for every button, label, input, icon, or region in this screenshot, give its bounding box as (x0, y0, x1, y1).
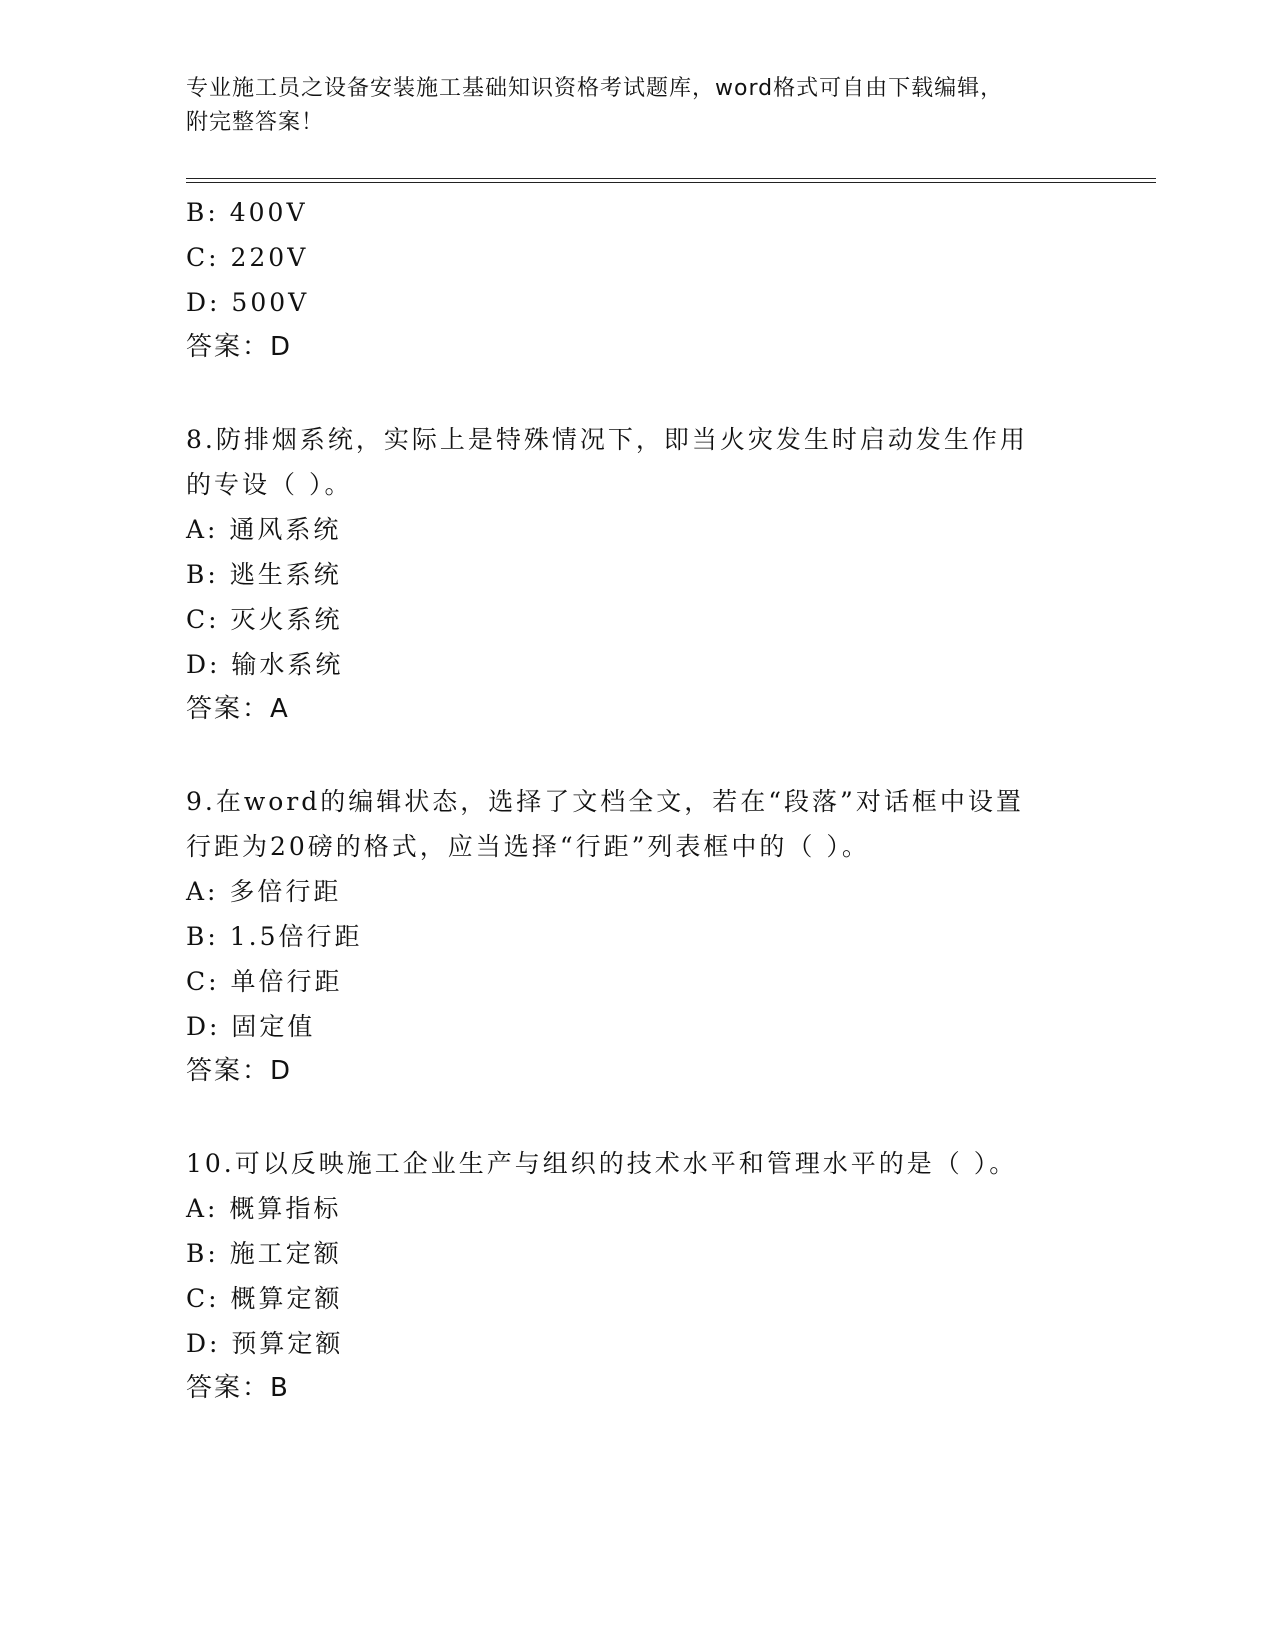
option-d: D: 预算定额 (186, 1329, 344, 1358)
question-text-line-1: 8.防排烟系统，实际上是特殊情况下，即当火灾发生时启动发生作用 (186, 425, 1028, 454)
document-header (186, 72, 1066, 140)
option-d: D: 输水系统 (186, 650, 344, 679)
answer-line: 答案：D (186, 1056, 293, 1086)
option-b: B: 400V (186, 198, 308, 227)
option-c: C: 220V (186, 243, 309, 272)
option-b: B: 1.5倍行距 (186, 922, 363, 951)
document-body (186, 190, 1086, 1411)
option-c: C: 概算定额 (186, 1284, 343, 1313)
answer-line: 答案：A (186, 694, 290, 724)
header-title-line-1: 专业施工员之设备安装施工基础知识资格考试题库，word格式可自由下载编辑， (186, 76, 1004, 101)
option-a: A: 多倍行距 (186, 877, 342, 906)
question-7-continued (186, 190, 1086, 370)
option-b: B: 施工定额 (186, 1239, 342, 1268)
question-8 (186, 417, 1086, 732)
option-c: C: 单倍行距 (186, 967, 343, 996)
option-b: B: 逃生系统 (186, 560, 342, 589)
question-10 (186, 1141, 1086, 1411)
question-text-line-1: 10.可以反映施工企业生产与组织的技术水平和管理水平的是（ ）。 (186, 1149, 1018, 1178)
option-c: C: 灭火系统 (186, 605, 343, 634)
option-a: A: 概算指标 (186, 1194, 342, 1223)
answer-line: 答案：B (186, 1373, 290, 1403)
question-text-line-1: 9.在word的编辑状态，选择了文档全文，若在“段落”对话框中设置 (186, 787, 1024, 816)
option-d: D: 500V (186, 288, 310, 317)
answer-line: 答案：D (186, 332, 293, 362)
question-text-line-2: 行距为20磅的格式，应当选择“行距”列表框中的（ ）。 (186, 832, 870, 861)
option-d: D: 固定值 (186, 1012, 316, 1041)
header-double-rule (186, 178, 1156, 183)
question-9 (186, 779, 1086, 1094)
header-title-line-2: 附完整答案！ (186, 110, 325, 135)
question-text-line-2: 的专设（ ）。 (186, 470, 353, 499)
option-a: A: 通风系统 (186, 515, 342, 544)
